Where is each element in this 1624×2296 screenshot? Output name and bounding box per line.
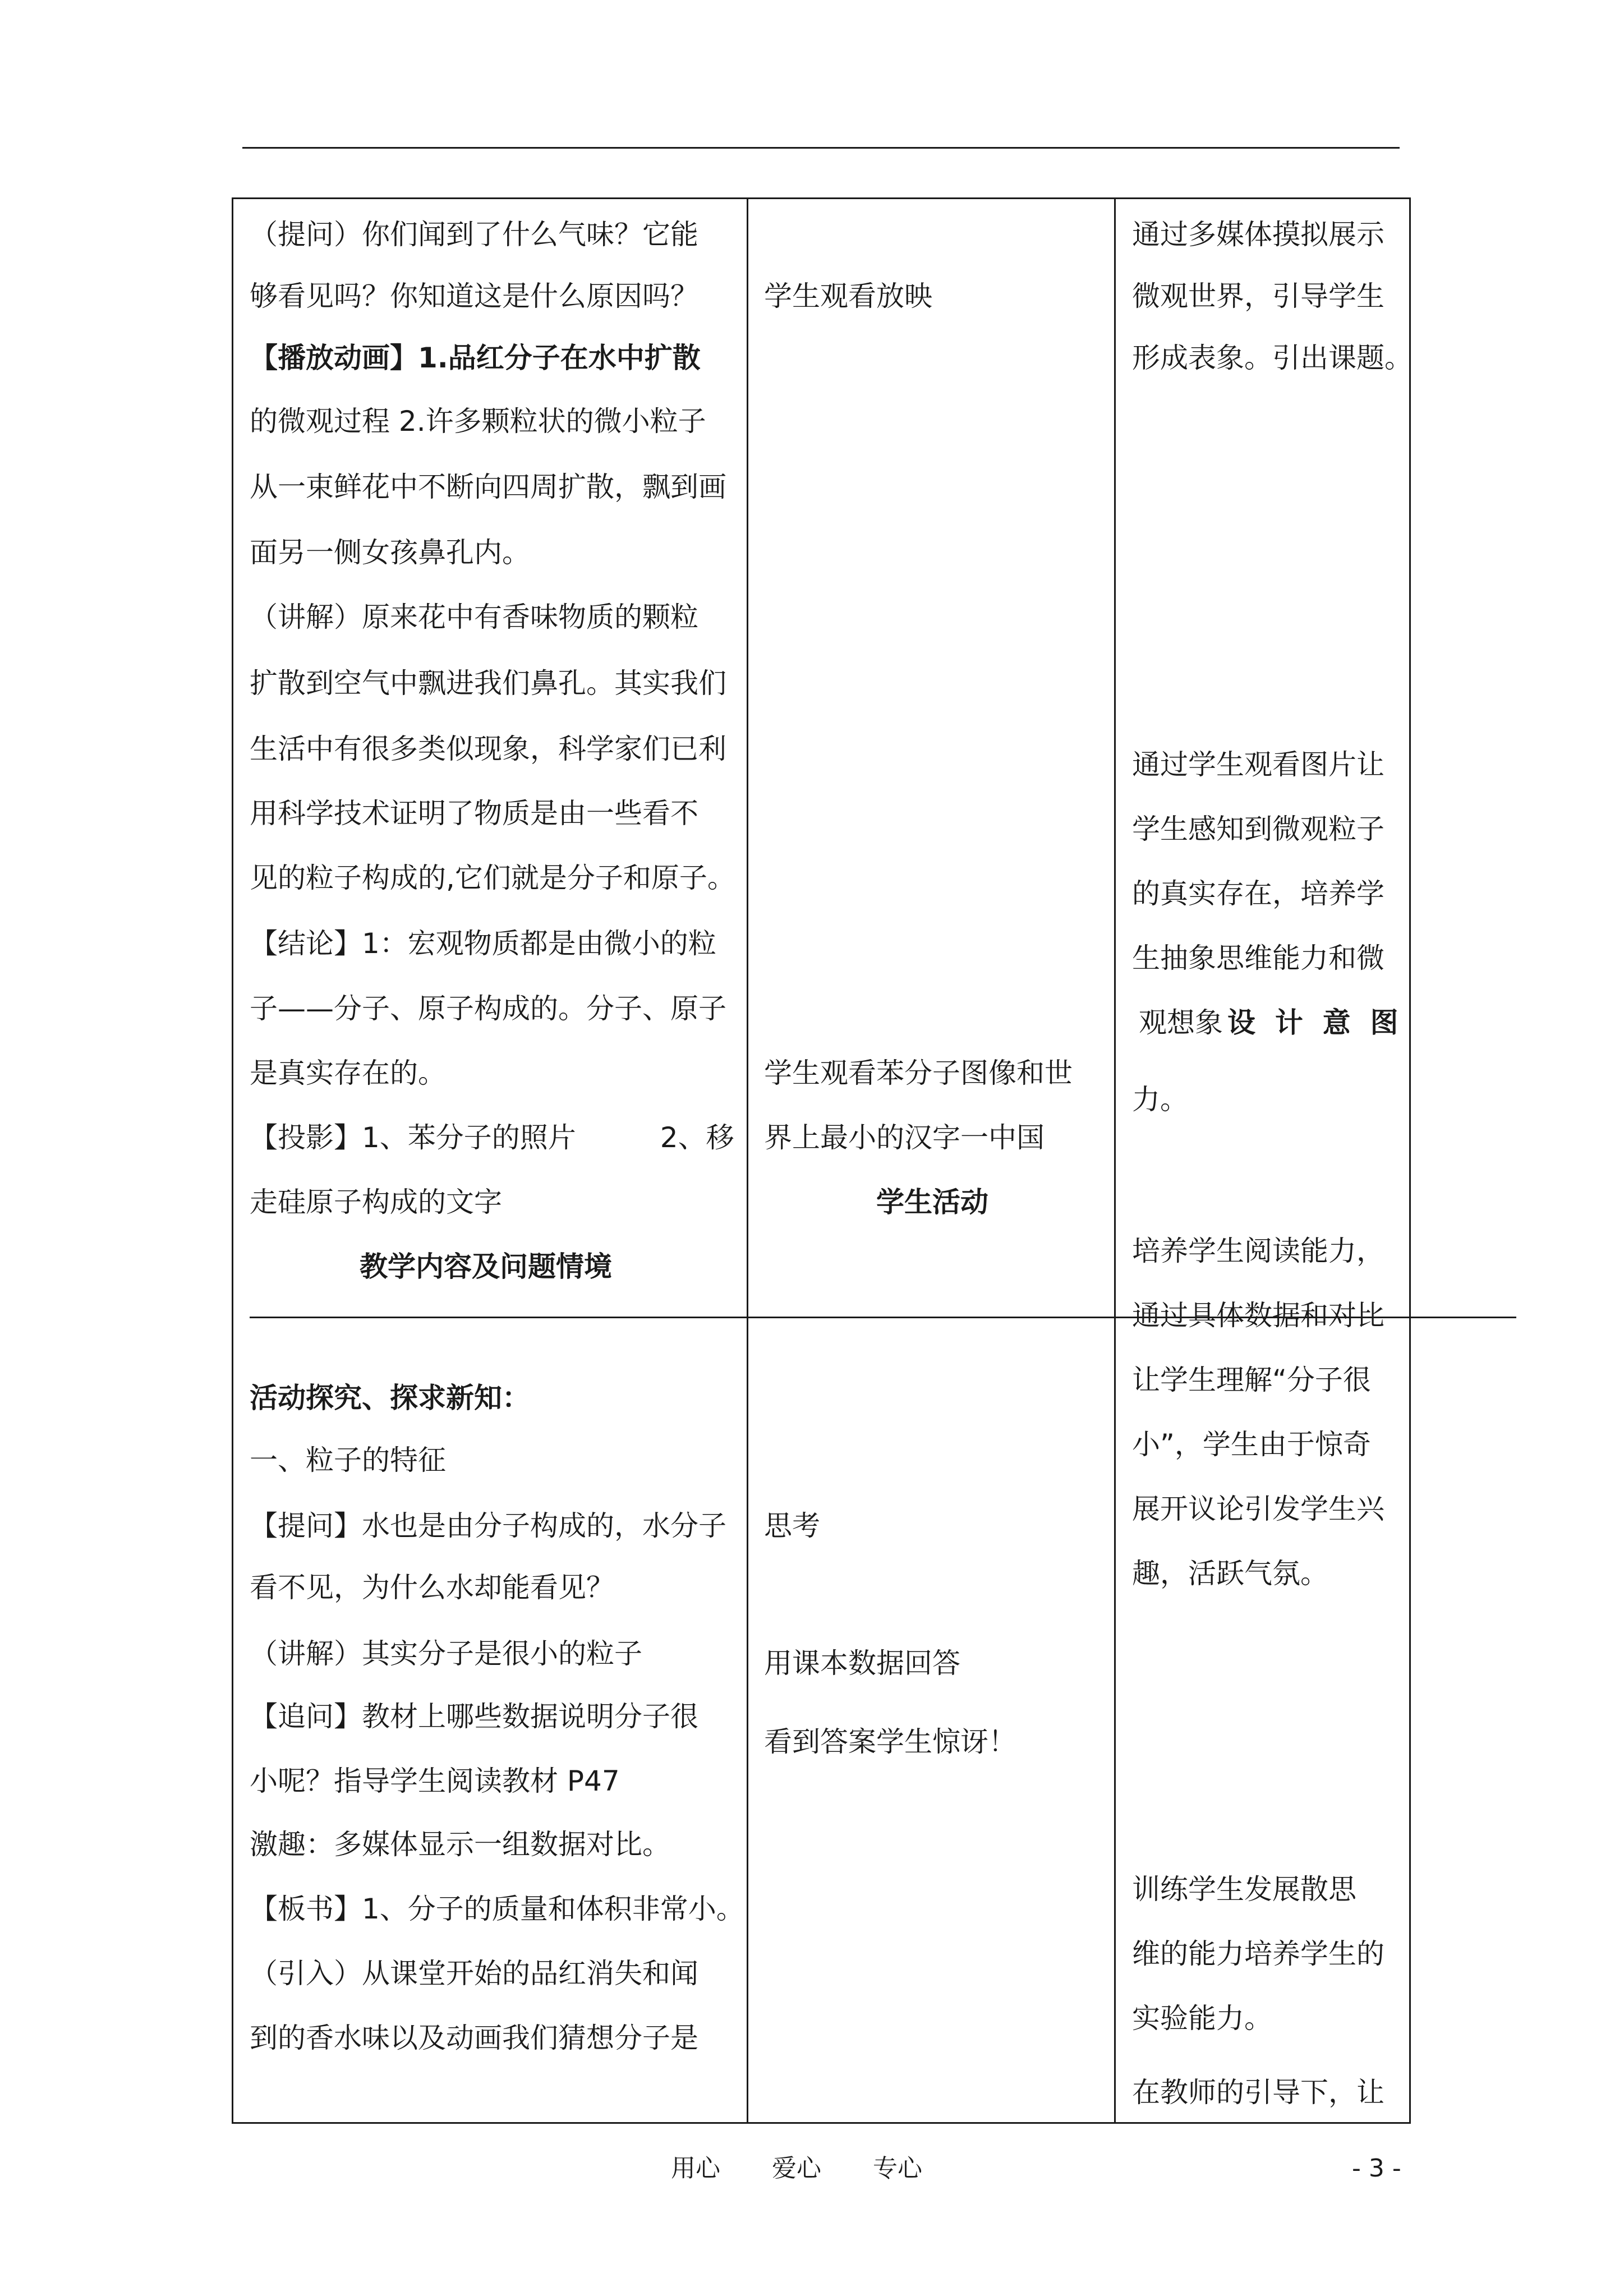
col1-line: 的微观过程 2.许多颗粒状的微小粒子: [250, 405, 706, 438]
col3-line: 趣，活跃气氛。: [1132, 1557, 1328, 1590]
col2-line: 学生观看苯分子图像和世: [764, 1057, 1073, 1089]
col1-line: 走硅原子构成的文字: [250, 1186, 502, 1218]
col3-line: 的真实存在，培养学: [1132, 877, 1384, 910]
footer-motto-1: 用心: [671, 2154, 720, 2183]
col3-line: 学生感知到微观粒子: [1132, 813, 1384, 845]
col1-line: 活动探究、探求新知：: [250, 1382, 530, 1414]
col3-line: 维的能力培养学生的: [1132, 1938, 1384, 1970]
col2-line: 学生观看放映: [764, 280, 932, 312]
col3-line: 通过具体数据和对比: [1132, 1299, 1384, 1332]
footer-motto-3: 专心: [873, 2154, 922, 2183]
col3-line: 生抽象思维能力和微: [1132, 942, 1384, 974]
col2-line: 用课本数据回答: [764, 1647, 960, 1680]
col1-line: 子——分子、原子构成的。分子、原子: [250, 992, 726, 1025]
col1-line: 【提问】水也是由分子构成的，水分子: [250, 1510, 726, 1542]
col1-line: 【播放动画】1.品红分子在水中扩散: [250, 342, 701, 374]
col1-line: 到的香水味以及动画我们猜想分子是: [250, 2022, 698, 2054]
col3-line: 展开议论引发学生兴: [1132, 1493, 1384, 1525]
col2-line: 思考: [764, 1510, 820, 1542]
col1-line: 面另一侧女孩鼻孔内。: [250, 536, 530, 569]
col3-line: 形成表象。引出课题。: [1132, 342, 1413, 374]
table-bottom-border: [232, 2122, 1411, 2124]
col3-line: 观想象: [1139, 1006, 1223, 1039]
col3-line: 微观世界，引导学生: [1132, 280, 1384, 312]
page-number: - 3 -: [1352, 2154, 1401, 2183]
col2-line: 界上最小的汉字一中国: [764, 1121, 1045, 1154]
col2-line: 看到答案学生惊讶！: [764, 1726, 1016, 1758]
footer-motto-2: 爱心: [772, 2154, 821, 2183]
col3-line: 在教师的引导下，让: [1132, 2076, 1384, 2109]
col3-line: 让学生理解“分子很: [1132, 1364, 1371, 1396]
col1-line: 见的粒子构成的,它们就是分子和原子。: [250, 862, 735, 894]
table-right-border: [1409, 197, 1411, 2124]
col1-line: 扩散到空气中飘进我们鼻孔。其实我们: [250, 667, 726, 700]
col3-line: 小”，学生由于惊奇: [1132, 1428, 1371, 1461]
col1-line: 激趣：多媒体显示一组数据对比。: [250, 1828, 670, 1861]
header-rule: [242, 147, 1400, 149]
col1-line: 用科学技术证明了物质是由一些看不: [250, 797, 698, 830]
column-divider-2: [1114, 197, 1116, 2124]
col1-line: 【结论】1：宏观物质都是由微小的粒: [250, 927, 716, 960]
column-divider-1: [747, 197, 748, 2124]
col2-header-label: 学生活动: [876, 1186, 988, 1218]
col1-line: 是真实存在的。: [250, 1057, 446, 1089]
col1-line: 【追问】教材上哪些数据说明分子很: [250, 1700, 698, 1733]
col1-line: 生活中有很多类似现象，科学家们已利: [250, 733, 726, 765]
table-left-border: [232, 197, 233, 2124]
col1-line: 够看见吗？你知道这是什么原因吗？: [250, 280, 698, 312]
col1-line: 从一束鲜花中不断向四周扩散，飘到画: [250, 471, 726, 503]
col1-line: （讲解）其实分子是很小的粒子: [250, 1637, 642, 1670]
col1-line: 小呢？指导学生阅读教材 P47: [250, 1765, 620, 1797]
col1-line: 一、粒子的特征: [250, 1444, 446, 1476]
col1-line: （提问）你们闻到了什么气味？它能: [250, 218, 698, 251]
col3-line: 训练学生发展散思: [1132, 1873, 1356, 1906]
col3-line: 通过学生观看图片让: [1132, 748, 1384, 781]
col3-line: 力。: [1132, 1083, 1188, 1116]
col3-line: 通过多媒体摸拟展示: [1132, 218, 1384, 251]
col1-line: （讲解）原来花中有香味物质的颗粒: [250, 601, 698, 633]
col1-header-label: 教学内容及问题情境: [360, 1250, 612, 1283]
col1-line: （引入）从课堂开始的品红消失和闻: [250, 1957, 698, 1990]
table-top-border: [232, 197, 1411, 199]
col1-line: 看不见，为什么水却能看见？: [250, 1571, 614, 1604]
col1-line: 【投影】1、苯分子的照片 2、移: [250, 1121, 734, 1154]
col3-line: 培养学生阅读能力，: [1132, 1235, 1384, 1267]
col3-line: 实验能力。: [1132, 2002, 1272, 2035]
col3-header-label: 设 计 意 图: [1227, 1006, 1398, 1039]
col1-line: 【板书】1、分子的质量和体积非常小。: [250, 1893, 744, 1925]
